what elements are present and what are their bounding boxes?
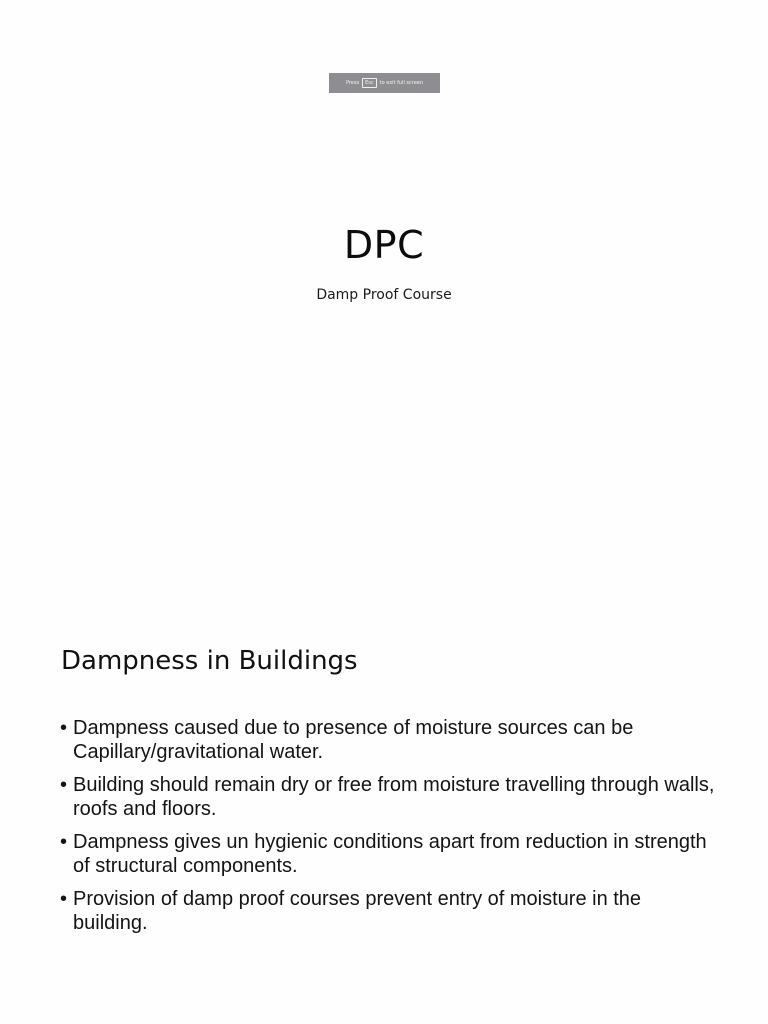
list-item <box>60 773 720 821</box>
esc-key-icon: Esc <box>362 78 377 88</box>
exit-fullscreen-banner[interactable] <box>329 73 440 93</box>
list-item <box>60 887 720 935</box>
bullet-icon: • <box>60 831 68 853</box>
slide-subtitle: Damp Proof Course <box>316 287 452 303</box>
section-heading: Dampness in Buildings <box>61 646 358 676</box>
bullet-icon: • <box>60 774 68 796</box>
banner-suffix: to exit full screen <box>379 80 424 86</box>
bullet-text: Building should remain dry or free from moisture travelling through walls, roofs and floors. <box>73 774 715 820</box>
banner-prefix: Press <box>345 80 360 86</box>
bullet-text: Dampness caused due to presence of moisture sources can be Capillary/gravitational water. <box>73 717 634 763</box>
bullet-text: Provision of damp proof courses prevent entry of moisture in the building. <box>73 888 642 934</box>
list-item <box>60 716 720 764</box>
slide-title: DPC <box>343 223 425 267</box>
list-item <box>60 830 720 878</box>
bullet-icon: • <box>60 888 68 910</box>
bullet-icon: • <box>60 717 68 739</box>
bullet-list <box>60 716 720 944</box>
bullet-text: Dampness gives un hygienic conditions apart from reduction in strength of structural components. <box>73 831 707 877</box>
